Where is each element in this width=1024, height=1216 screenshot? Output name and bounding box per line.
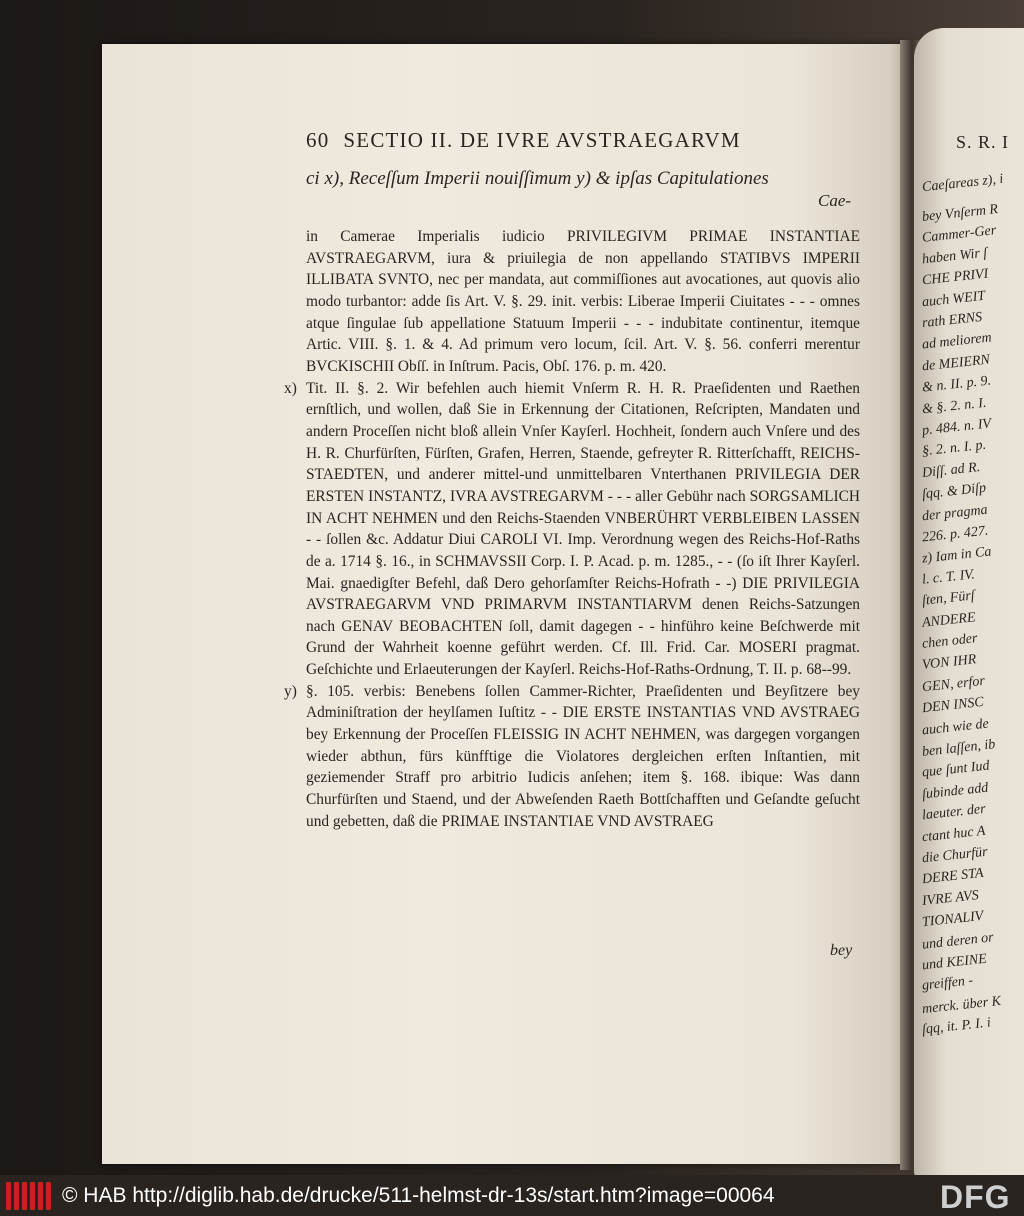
facing-line: z) Iam in Ca: [921, 544, 993, 567]
facing-line: chen oder: [921, 631, 979, 652]
footnote-x: [284, 378, 860, 681]
bottom-catchword: bey: [830, 942, 853, 959]
facing-line: p. 484. n. IV: [921, 416, 992, 439]
footnote-y: [284, 681, 860, 833]
footnote-text: Tit. II. §. 2. Wir befehlen auch hiemit Vnſerm R. H. R. Praeſidenten und Raethen ernſtlich, und wollen, daß Sie in Erkennung der Citationen, Reſcripten, Mandaten und andern Proceſſen nicht bloß allein Vnſer Kayſerl. Hochheit, ſondern auch Vnſere und des H. R. Churfürſten, Fürſten, Grafen, Herren, Staende, gefreyter R. Ritterſchafft, REICHS-STAEDTEN, und anderer mittel-und unmittelbaren Vnterthanen PRIVILEGIA DER ERSTEN INSTANTZ, IVRA AVSTREGARVM - - - aller Gebühr nach SORGSAMLICH IN ACHT NEHMEN und den Reichs-Staenden VNBERÜHRT VERBLEIBEN LASSEN - - ſollen &c. Addatur Diui CAROLI VI. Imp. Verordnung wegen des Reichs-Hof-Raths de a. 1714 §. 16., in SCHMAVSSII Corp. I. P. Acad. p. m. 1285., - - (ſo iſt Ihrer Kayſerl. Mai. gnaedigſter Befehl, daß Dero gehorſamſter Reichs-Hofrath - -) DIE PRIVILEGIA AVSTRAEGARVM VND PRIMARVM INSTANTIARVM denen Reichs-Satzungen nach GENAV BEOBACHTEN ſoll, damit dagegen - - hinführo keine Beſchwerde mit Grund der Wahrheit koenne geführt werden. Cf. Ill. Frid. Car. MOSERI pragmat. Geſchichte und Erlaeuterungen der Kayſerl. Reichs-Hof-Raths-Ordnung, T. II. p. 68--99.: [306, 379, 860, 679]
facing-line: l. c. T. IV.: [921, 567, 976, 588]
facing-line: der pragma: [921, 502, 989, 524]
running-title: SECTIO II. DE IVRE AVSTRAEGARVM: [343, 128, 741, 152]
catchword: Cae-: [818, 191, 852, 210]
facing-line: und deren or: [921, 929, 995, 953]
source-url[interactable]: © HAB http://diglib.hab.de/drucke/511-helmst-dr-13s/start.htm?image=00064: [62, 1184, 775, 1207]
facing-line: GEN, erfor: [921, 673, 986, 696]
hab-logo-icon: [6, 1182, 52, 1210]
footnotes: [284, 226, 860, 832]
footnote-continuation: [306, 226, 860, 378]
facing-line: rath ERNS: [921, 309, 983, 332]
facing-line: ANDERE: [921, 609, 977, 631]
facing-line: & n. II. p. 9.: [921, 373, 992, 396]
facing-line: und KEINE: [921, 951, 988, 974]
facing-line: Cammer-Ger: [921, 223, 997, 247]
facing-line: & §. 2. n. I.: [921, 395, 988, 417]
facing-line: DERE STA: [921, 866, 985, 888]
facing-page: [914, 28, 1024, 1175]
footnote-text: §. 105. verbis: Benebens ſollen Cammer-Richter, Praeſidenten und Beyſitzere bey Adminiſtration der heylſamen Iuſtitz - - DIE ERSTE INSTANTIAS VND AVSTRAEG bey Erkennung der Proceſſen FLEISSIG IN ACHT NEHMEN, was dargegen vorgangen wieder abthun, fürs künfftige die Violatores dergleichen erſten Inſtantien, mit geziemender Straff pro arbitrio Iudicis anſehen; item §. 168. ibique: Was dann Churfürſten und Staend, und der Abweſenden Raeth Bottſchafften und Geſandte geſucht und gebetten, daß die PRIMAE INSTANTIAE VND AVSTRAEG: [306, 682, 860, 830]
main-text-line: ci x), Receſſum Imperii nouiſſimum y) & ipſas Capitulationes: [306, 168, 769, 189]
facing-line: ſqq, it. P. I. i: [921, 1015, 992, 1038]
footer-bar: [0, 1175, 1024, 1216]
dfg-logo: DFG: [940, 1179, 1011, 1215]
facing-running-head: S. R. I: [956, 132, 1010, 152]
facing-line: bey Vnſerm R: [921, 202, 999, 225]
facing-line: VON IHR: [921, 652, 978, 674]
facing-line: ad meliorem: [921, 330, 993, 354]
footnote-marker: x): [284, 379, 297, 397]
facing-line: ſten, Fürſ: [921, 588, 976, 609]
page-number: 60: [306, 128, 330, 152]
footnote-text: in Camerae Imperialis iudicio PRIVILEGIVM PRIMAE INSTANTIAE AVSTRAEGARVM, iura & priuilegia de non appellando STATIBVS IMPERII ILLIBATA SVNTO, nec per mandata, aut commiſſiones aut avocationes, aut quovis alio modo turbantor: adde ſis Art. V. §. 29. init. verbis: Liberae Imperii Ciuitates - - - omnes atque ſingulae ſub appellatione Statuum Imperii - - - indubitate continentur, itemque Artic. VIII. §. 1. & 4. Ad primum vero locum, ſcil. Art. V. §. 56. conferri merentur BVCKISCHII Obſſ. in Inſtrum. Pacis, Obſ. 176. p. m. 420.: [306, 228, 860, 375]
facing-line: merck. über K: [921, 993, 1002, 1017]
facing-line: die Churfür: [921, 844, 989, 867]
facing-line: 226. p. 427.: [921, 523, 990, 546]
facing-line: auch wie de: [921, 716, 990, 739]
facing-line: DEN INSC: [921, 694, 985, 717]
facing-line: CHE PRIVI: [921, 266, 990, 289]
facing-line: haben Wir ſ: [921, 245, 988, 268]
facing-line: que ſunt Iud: [921, 758, 991, 781]
facing-line: ſqq. & Diſp: [921, 480, 987, 503]
facing-line: greiffen -: [921, 973, 974, 995]
facing-line: TIONALIV: [921, 909, 985, 931]
facing-line: ben laſſen, ib: [921, 737, 997, 760]
facing-line: ſubinde add: [921, 780, 990, 803]
facing-line: Diſſ. ad R.: [921, 459, 981, 481]
facing-line: ctant huc A: [921, 823, 987, 845]
facing-line: IVRE AVS: [921, 887, 980, 909]
running-head: [306, 128, 866, 153]
facing-line: auch WEIT: [921, 288, 986, 310]
facing-line: laeuter. der: [921, 801, 987, 824]
facing-line: §. 2. n. I. p.: [921, 438, 987, 460]
facing-line: Caeſareas z), i: [921, 171, 1005, 196]
facing-line: de MEIERN: [921, 352, 991, 375]
footnote-marker: y): [284, 682, 297, 700]
